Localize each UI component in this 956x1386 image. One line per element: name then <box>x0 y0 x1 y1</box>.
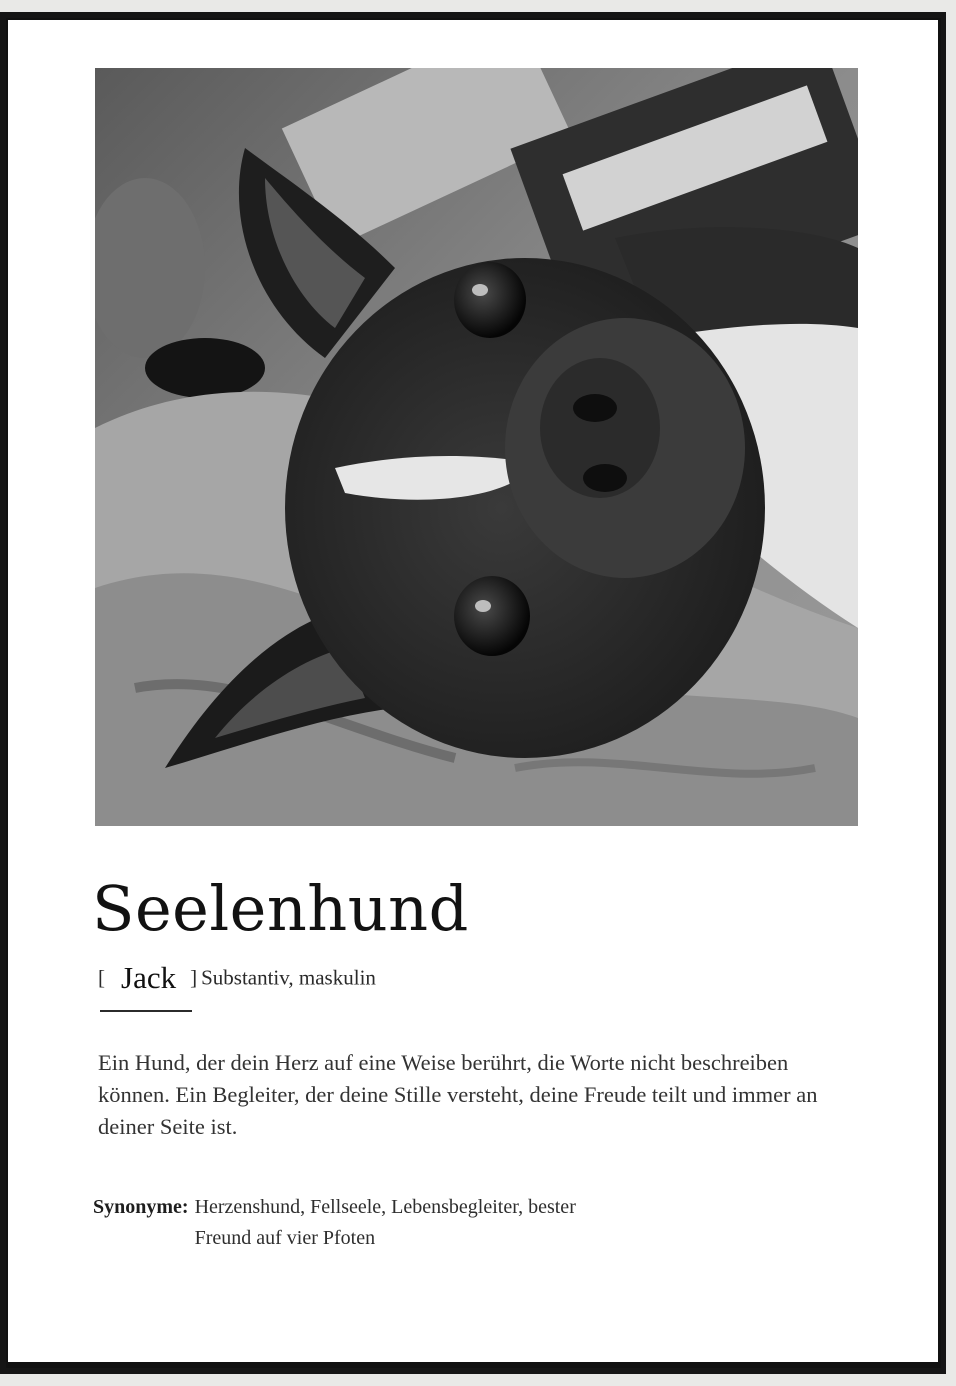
poster-paper <box>8 20 938 1362</box>
poster-frame <box>0 12 946 1374</box>
part-of-speech: Substantiv, maskulin <box>201 965 376 990</box>
dog-photo-illustration <box>95 68 858 826</box>
page-title: Seelenhund <box>92 872 469 945</box>
bracket-open: [ <box>98 965 105 990</box>
synonyms-label: Synonyme: <box>93 1196 189 1218</box>
synonyms-text: Herzenshund, Fellseele, Lebensbegleiter, bester Freund auf vier Pfoten <box>194 1196 576 1249</box>
name-row <box>98 960 376 1000</box>
dog-name: Jack <box>121 960 177 995</box>
bracket-close: ] <box>190 965 198 990</box>
definition-text: Ein Hund, der dein Herz auf eine Weise berührt, die Worte nicht beschreiben können. Ein Begleiter, der deine Stille versteht, deine Freude teilt und immer an deiner Seite ist. <box>98 1050 818 1139</box>
dog-photo <box>95 68 858 826</box>
name-underline <box>100 1010 192 1012</box>
synonyms <box>93 1192 853 1254</box>
